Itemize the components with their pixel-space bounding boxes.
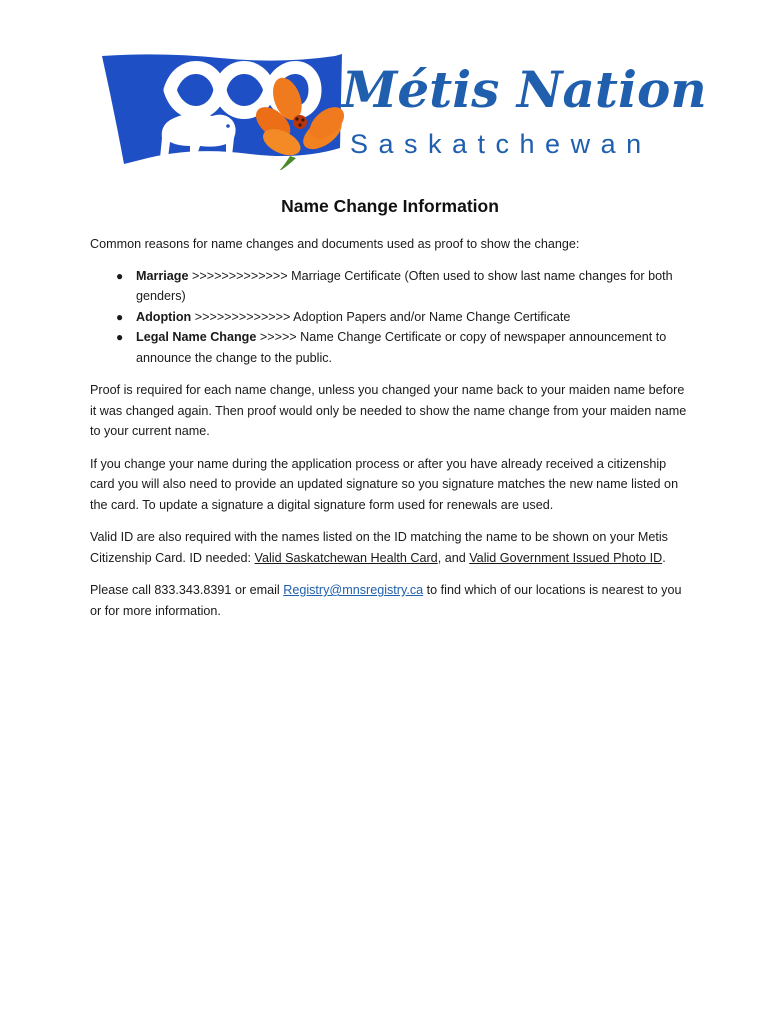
bullet-icon: ● [116, 330, 124, 344]
list-item-text: >>>>>>>>>>>>> Adoption Papers and/or Name Change Certificate [191, 309, 571, 324]
contact-text: Please call 833.343.8391 or email [90, 583, 284, 597]
logo-title: Métis Nation [342, 60, 707, 119]
email-link[interactable]: Registry@mnsregistry.ca [283, 583, 424, 597]
list-item-term: Marriage [136, 268, 189, 283]
list-item [90, 327, 690, 368]
list-item [90, 307, 690, 328]
valid-id-text: Valid ID are also required with the names listed on the ID matching the name to be shown on your Metis Citizenship Card. ID needed: [90, 530, 668, 565]
contact-text-end: to find which of our locations is nearest to you or for more information. [90, 583, 682, 618]
page-title: Name Change Information [281, 196, 499, 216]
valid-id-end: . [662, 550, 666, 565]
contact-paragraph [90, 580, 690, 621]
list-item [90, 266, 690, 307]
valid-id-separator: , and [437, 550, 470, 565]
list-item-text: >>>>>>>>>>>>> Marriage Certificate (Often used to show last name changes for both genders) [136, 268, 673, 303]
reasons-list [90, 266, 690, 369]
photo-id-text: Valid Government Issued Photo ID [469, 550, 663, 565]
bullet-icon: ● [116, 268, 124, 283]
list-item-text: >>>>> Name Change Certificate or copy of newspaper announcement to announce the change to the public. [136, 330, 667, 365]
logo-subtitle: Saskatchewan [350, 129, 652, 159]
metis-nation-logo [100, 50, 707, 170]
document-body [90, 192, 690, 621]
valid-id-paragraph [90, 527, 690, 568]
signature-paragraph: If you change your name during the application process or after you have already received a citizenship card you will also need to provide an updated signature so you signature matches the new name listed on the card. To update a signature a digital signature form used for renewals are used. [90, 456, 679, 512]
proof-paragraph: Proof is required for each name change, unless you changed your name back to your maiden name before it was changed again. Then proof would only be needed to show the name change from your maiden name to your current name. [90, 383, 687, 438]
health-card-text: Valid Saskatchewan Health Card [254, 550, 438, 565]
list-item-term: Legal Name Change [136, 330, 257, 344]
bullet-icon: ● [116, 309, 124, 324]
list-item-term: Adoption [136, 309, 192, 324]
intro-paragraph: Common reasons for name changes and documents used as proof to show the change: [90, 237, 580, 251]
